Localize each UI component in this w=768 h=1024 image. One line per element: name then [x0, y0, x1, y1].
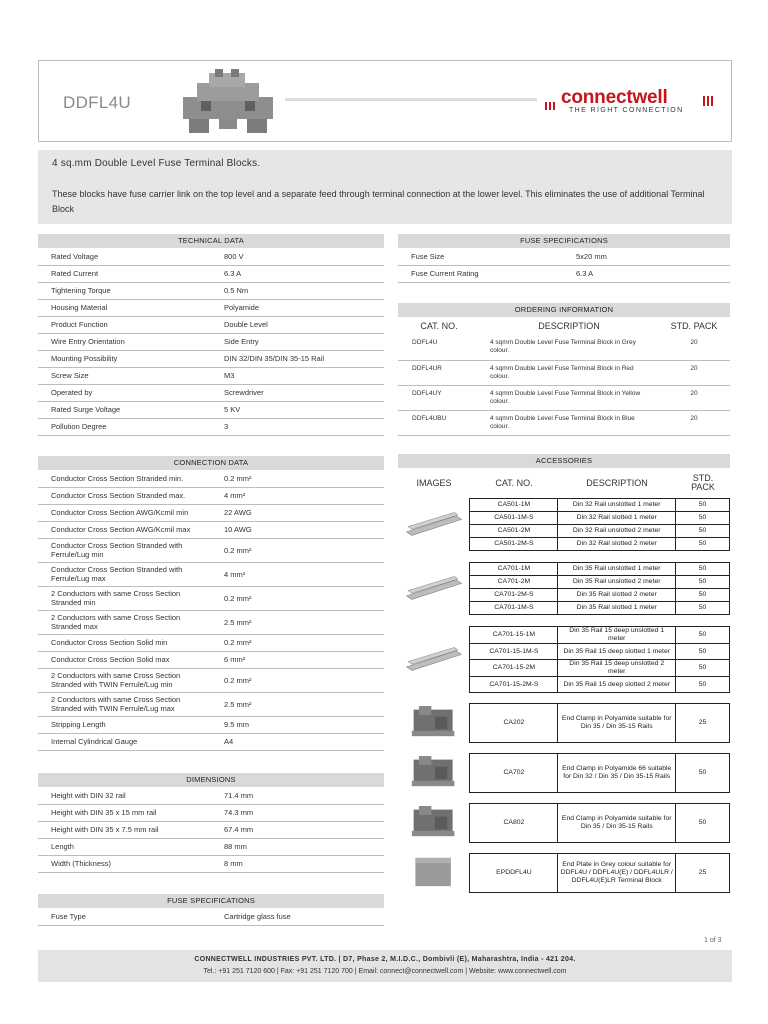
connection-data-row [38, 521, 384, 538]
accessory-description: Din 35 Rail 15 deep slotted 1 meter [558, 644, 676, 660]
accessory-description: Din 35 Rail unslotted 2 meter [558, 576, 676, 589]
accessory-group [398, 703, 730, 743]
intro-body: These blocks have fuse carrier link on the top level and a separate feed through terminal connection at the lower level. This eliminates the use of additional Terminal Block [52, 189, 705, 214]
connection-data-row [38, 538, 384, 562]
connection-data-value: 0.2 mm² [212, 668, 384, 692]
connection-data-label: 2 Conductors with same Cross Section Stranded with TWIN Ferrule/Lug max [38, 692, 212, 716]
accessory-cat-no: CA701-15-1M-S [470, 644, 558, 660]
accessory-group [398, 853, 730, 893]
accessory-std-pack: 50 [676, 576, 730, 589]
connection-data-value: 0.2 mm² [212, 470, 384, 487]
connection-data-row [38, 610, 384, 634]
technical-data-value: Polyamide [212, 299, 384, 316]
accessory-std-pack: 50 [676, 499, 730, 512]
accessories-col-pack [676, 470, 730, 496]
connection-data-row [38, 470, 384, 487]
fuse-specs-right-table [398, 248, 730, 283]
technical-data-label: Housing Material [38, 299, 212, 316]
technical-data-label: Rated Current [38, 265, 212, 282]
accessories-col-pack-line2: PACK [691, 482, 715, 492]
ordering-std-pack: 20 [658, 385, 730, 410]
accessory-cat-no: CA501-1M-S [470, 512, 558, 525]
technical-data-table [38, 248, 384, 436]
dimensions-label: Length [38, 838, 212, 855]
ordering-std-pack: 20 [658, 360, 730, 385]
dimensions-label: Height with DIN 32 rail [38, 787, 212, 804]
fuse-specs-right-heading: FUSE SPECIFICATIONS [398, 234, 730, 248]
accessory-std-pack: 50 [676, 602, 730, 615]
accessory-row [398, 563, 730, 576]
header-rule [285, 98, 537, 101]
dimensions-value: 71.4 mm [212, 787, 384, 804]
connection-data-label: Conductor Cross Section Solid max [38, 651, 212, 668]
accessory-std-pack: 50 [676, 589, 730, 602]
terminal-block-product-image [179, 69, 277, 137]
fuse-specs-left-heading: FUSE SPECIFICATIONS [38, 894, 384, 908]
connection-data-value: 2.5 mm² [212, 692, 384, 716]
accessory-row [398, 854, 730, 893]
dimensions-row [38, 855, 384, 872]
connection-data-label: 2 Conductors with same Cross Section Stranded with TWIN Ferrule/Lug min [38, 668, 212, 692]
accessory-group [398, 562, 730, 615]
technical-data-value: Screwdriver [212, 384, 384, 401]
connection-data-label: Conductor Cross Section AWG/Kcmil max [38, 521, 212, 538]
ordering-cat-no: DDFL4UBU [398, 410, 490, 435]
footer [38, 950, 732, 982]
connection-data-row [38, 562, 384, 586]
connection-data-value: 22 AWG [212, 504, 384, 521]
connection-data-row [38, 668, 384, 692]
din-35-rail-icon [403, 569, 465, 605]
accessory-group [398, 753, 730, 793]
accessory-description: Din 35 Rail 15 deep unslotted 2 meter [558, 660, 676, 677]
dimensions-label: Height with DIN 35 x 15 mm rail [38, 804, 212, 821]
accessory-cat-no: CA501-2M-S [470, 538, 558, 551]
din-35-15-rail-icon [403, 640, 465, 676]
connection-data-row [38, 692, 384, 716]
end-clamp-ca702-icon [403, 754, 465, 790]
connection-data-label: 2 Conductors with same Cross Section Stranded max [38, 610, 212, 634]
fuse-specs-right-section [398, 234, 730, 283]
technical-data-label: Operated by [38, 384, 212, 401]
end-clamp-ca702-image [398, 754, 470, 793]
accessory-std-pack: 50 [676, 538, 730, 551]
technical-data-row [38, 401, 384, 418]
intro-box [38, 150, 732, 224]
accessory-description: End Clamp in Polyamide suitable for Din 35 / Din 35-15 Rails [558, 804, 676, 843]
end-clamp-ca202-image [398, 704, 470, 743]
technical-data-row [38, 248, 384, 265]
connection-data-label: 2 Conductors with same Cross Section Stranded min [38, 586, 212, 610]
connection-data-label: Conductor Cross Section Stranded min. [38, 470, 212, 487]
footer-address: CONNECTWELL INDUSTRIES PVT. LTD. | D7, Phase 2, M.I.D.C., Dombivli (E), Maharashtra, India - 421 204. [194, 956, 576, 963]
header-box [38, 60, 732, 142]
accessory-std-pack: 50 [676, 627, 730, 644]
fuse-spec-left-label: Fuse Type [38, 908, 212, 925]
accessory-description: Din 35 Rail unslotted 1 meter [558, 563, 676, 576]
accessory-cat-no: CA701-15-2M-S [470, 677, 558, 693]
end-clamp-ca802-image [398, 804, 470, 843]
connection-data-heading: CONNECTION DATA [38, 456, 384, 470]
accessory-description: Din 35 Rail slotted 1 meter [558, 602, 676, 615]
accessories-heading: ACCESSORIES [398, 454, 730, 468]
accessory-description: Din 32 Rail slotted 1 meter [558, 512, 676, 525]
accessory-cat-no: CA701-15-2M [470, 660, 558, 677]
connection-data-label: Conductor Cross Section Solid min [38, 634, 212, 651]
accessory-description: End Clamp in Polyamide suitable for Din 35 / Din 35-15 Rails [558, 704, 676, 743]
dimensions-label: Height with DIN 35 x 7.5 mm rail [38, 821, 212, 838]
din-32-rail-image [398, 499, 470, 551]
technical-data-row [38, 299, 384, 316]
ordering-row [398, 360, 730, 385]
fuse-spec-right-value: 5x20 mm [564, 248, 730, 265]
accessory-row [398, 754, 730, 793]
accessory-cat-no: CA501-1M [470, 499, 558, 512]
connection-data-row [38, 651, 384, 668]
connection-data-row [38, 586, 384, 610]
brand-tagline: THE RIGHT CONNECTION [569, 107, 684, 114]
accessory-std-pack: 50 [676, 660, 730, 677]
fuse-specs-left-table [38, 908, 384, 926]
accessory-std-pack: 50 [676, 644, 730, 660]
accessory-cat-no: CA202 [470, 704, 558, 743]
footer-contact: Tel.: +91 251 7120 600 | Fax: +91 251 7120 700 | Email: connect@connectwell.com | Website: www.connectwell.com [203, 968, 567, 975]
dimensions-table [38, 787, 384, 873]
dimensions-value: 8 mm [212, 855, 384, 872]
brand-name: connectwell [561, 87, 668, 108]
ordering-table [398, 335, 730, 436]
connection-data-value: 4 mm² [212, 562, 384, 586]
connection-data-row [38, 634, 384, 651]
dimensions-section [38, 773, 384, 873]
technical-data-value: 6.3 A [212, 265, 384, 282]
din-35-rail-image [398, 563, 470, 615]
technical-data-row [38, 350, 384, 367]
dimensions-row [38, 787, 384, 804]
connection-data-value: 0.2 mm² [212, 538, 384, 562]
ordering-row [398, 410, 730, 435]
din-32-rail-icon [403, 505, 465, 541]
intro-title: 4 sq.mm Double Level Fuse Terminal Blocks. [52, 158, 261, 169]
dimensions-value: 74.3 mm [212, 804, 384, 821]
ordering-row [398, 335, 730, 360]
page-number: 1 of 3 [704, 937, 722, 944]
technical-data-label: Rated Voltage [38, 248, 212, 265]
technical-data-value: 5 KV [212, 401, 384, 418]
technical-data-row [38, 316, 384, 333]
connection-data-section [38, 456, 384, 751]
connection-data-value: 0.2 mm² [212, 586, 384, 610]
model-title: DDFL4U [63, 93, 131, 112]
connection-data-label: Conductor Cross Section Stranded with Ferrule/Lug max [38, 562, 212, 586]
dimensions-label: Width (Thickness) [38, 855, 212, 872]
ordering-row [398, 385, 730, 410]
ordering-col-pack: STD. PACK [670, 321, 718, 331]
end-clamp-ca202-icon [403, 704, 465, 740]
dimensions-row [38, 838, 384, 855]
technical-data-value: DIN 32/DIN 35/DIN 35-15 Rail [212, 350, 384, 367]
accessory-std-pack: 25 [676, 854, 730, 893]
accessories-col-cat: CAT. NO. [495, 478, 533, 488]
accessory-cat-no: CA702 [470, 754, 558, 793]
connection-data-value: 9.5 mm [212, 716, 384, 733]
dimensions-heading: DIMENSIONS [38, 773, 384, 787]
accessory-std-pack: 50 [676, 754, 730, 793]
ordering-header-row [398, 317, 730, 335]
fuse-spec-right-row [398, 265, 730, 282]
accessories-header-row [398, 470, 730, 496]
technical-data-row [38, 384, 384, 401]
connection-data-table [38, 470, 384, 751]
fuse-spec-left-value: Cartridge glass fuse [212, 908, 384, 925]
technical-data-value: 3 [212, 418, 384, 435]
connection-data-value: A4 [212, 733, 384, 750]
accessory-cat-no: CA501-2M [470, 525, 558, 538]
accessory-row [398, 627, 730, 644]
accessory-row [398, 804, 730, 843]
accessories-col-images: IMAGES [416, 478, 452, 488]
ordering-col-desc: DESCRIPTION [538, 321, 600, 331]
fuse-spec-left-row [38, 908, 384, 925]
connection-data-row [38, 733, 384, 750]
end-plate-icon [403, 854, 465, 890]
fuse-specs-left-section [38, 894, 384, 926]
dimensions-value: 88 mm [212, 838, 384, 855]
technical-data-value: Double Level [212, 316, 384, 333]
connection-data-row [38, 504, 384, 521]
accessory-std-pack: 25 [676, 704, 730, 743]
technical-data-value: 800 V [212, 248, 384, 265]
technical-data-heading: TECHNICAL DATA [38, 234, 384, 248]
accessory-row [398, 499, 730, 512]
end-clamp-ca802-icon [403, 804, 465, 840]
accessory-description: End Plate in Grey colour suitable for DDFL4U / DDFL4U(E) / DDFL4ULR / DDFL4U(E)LR Terminal Block [558, 854, 676, 893]
connection-data-row [38, 487, 384, 504]
accessory-description: Din 32 Rail unslotted 1 meter [558, 499, 676, 512]
din-35-15-rail-image [398, 627, 470, 693]
connection-data-value: 2.5 mm² [212, 610, 384, 634]
ordering-description: 4 sqmm Double Level Fuse Terminal Block in Blue colour. [490, 410, 658, 435]
accessory-cat-no: CA701-15-1M [470, 627, 558, 644]
brand-bars-right-icon [703, 93, 715, 103]
accessory-group [398, 498, 730, 551]
accessory-group [398, 803, 730, 843]
accessory-cat-no: EPDDFL4U [470, 854, 558, 893]
accessories-col-desc: DESCRIPTION [586, 478, 648, 488]
connection-data-value: 0.2 mm² [212, 634, 384, 651]
accessories-col-pack-line1: STD. [692, 473, 714, 483]
technical-data-label: Screw Size [38, 367, 212, 384]
technical-data-row [38, 282, 384, 299]
connection-data-label: Internal Cylindrical Gauge [38, 733, 212, 750]
accessory-description: Din 35 Rail slotted 2 meter [558, 589, 676, 602]
dimensions-row [38, 804, 384, 821]
dimensions-row [38, 821, 384, 838]
ordering-description: 4 sqmm Double Level Fuse Terminal Block in Yellow colour. [490, 385, 658, 410]
ordering-std-pack: 20 [658, 335, 730, 360]
fuse-spec-right-label: Fuse Size [398, 248, 564, 265]
technical-data-value: Side Entry [212, 333, 384, 350]
connection-data-value: 10 AWG [212, 521, 384, 538]
accessory-std-pack: 50 [676, 512, 730, 525]
connection-data-value: 4 mm² [212, 487, 384, 504]
technical-data-label: Rated Surge Voltage [38, 401, 212, 418]
technical-data-label: Product Function [38, 316, 212, 333]
technical-data-label: Wire Entry Orientation [38, 333, 212, 350]
ordering-cat-no: DDFL4U [398, 335, 490, 360]
technical-data-label: Pollution Degree [38, 418, 212, 435]
technical-data-row [38, 333, 384, 350]
accessory-std-pack: 50 [676, 525, 730, 538]
technical-data-row [38, 265, 384, 282]
ordering-col-cat: CAT. NO. [420, 321, 458, 331]
technical-data-value: M3 [212, 367, 384, 384]
ordering-section [398, 303, 730, 436]
connection-data-label: Stripping Length [38, 716, 212, 733]
end-plate-image [398, 854, 470, 893]
connection-data-value: 6 mm² [212, 651, 384, 668]
accessory-description: End Clamp in Polyamide 66 suitable for Din 32 / Din 35 / Din 35-15 Rails [558, 754, 676, 793]
accessory-cat-no: CA701-2M-S [470, 589, 558, 602]
connection-data-row [38, 716, 384, 733]
brand-bars-left-icon [545, 97, 559, 105]
dimensions-value: 67.4 mm [212, 821, 384, 838]
accessory-description: Din 32 Rail unslotted 2 meter [558, 525, 676, 538]
connection-data-label: Conductor Cross Section Stranded max. [38, 487, 212, 504]
accessory-std-pack: 50 [676, 804, 730, 843]
accessory-description: Din 35 Rail 15 deep slotted 2 meter [558, 677, 676, 693]
accessory-cat-no: CA701-1M-S [470, 602, 558, 615]
ordering-heading: ORDERING INFORMATION [398, 303, 730, 317]
connection-data-label: Conductor Cross Section AWG/Kcmil min [38, 504, 212, 521]
technical-data-label: Tightening Torque [38, 282, 212, 299]
technical-data-row [38, 367, 384, 384]
accessory-cat-no: CA802 [470, 804, 558, 843]
accessory-description: Din 35 Rail 15 deep unslotted 1 meter [558, 627, 676, 644]
ordering-cat-no: DDFL4UR [398, 360, 490, 385]
accessories-groups [398, 498, 730, 893]
fuse-spec-right-row [398, 248, 730, 265]
accessory-row [398, 704, 730, 743]
accessory-cat-no: CA701-2M [470, 576, 558, 589]
ordering-description: 4 sqmm Double Level Fuse Terminal Block in Red colour. [490, 360, 658, 385]
brand-logo [545, 87, 715, 117]
technical-data-value: 0.5 Nm [212, 282, 384, 299]
ordering-description: 4 sqmm Double Level Fuse Terminal Block in Grey colour. [490, 335, 658, 360]
accessory-group [398, 626, 730, 693]
technical-data-section [38, 234, 384, 436]
accessory-cat-no: CA701-1M [470, 563, 558, 576]
technical-data-label: Mounting Possibility [38, 350, 212, 367]
accessory-description: Din 32 Rail slotted 2 meter [558, 538, 676, 551]
accessory-std-pack: 50 [676, 563, 730, 576]
ordering-cat-no: DDFL4UY [398, 385, 490, 410]
ordering-std-pack: 20 [658, 410, 730, 435]
accessory-std-pack: 50 [676, 677, 730, 693]
connection-data-label: Conductor Cross Section Stranded with Ferrule/Lug min [38, 538, 212, 562]
accessories-section [398, 454, 730, 893]
technical-data-row [38, 418, 384, 435]
fuse-spec-right-label: Fuse Current Rating [398, 265, 564, 282]
fuse-spec-right-value: 6.3 A [564, 265, 730, 282]
